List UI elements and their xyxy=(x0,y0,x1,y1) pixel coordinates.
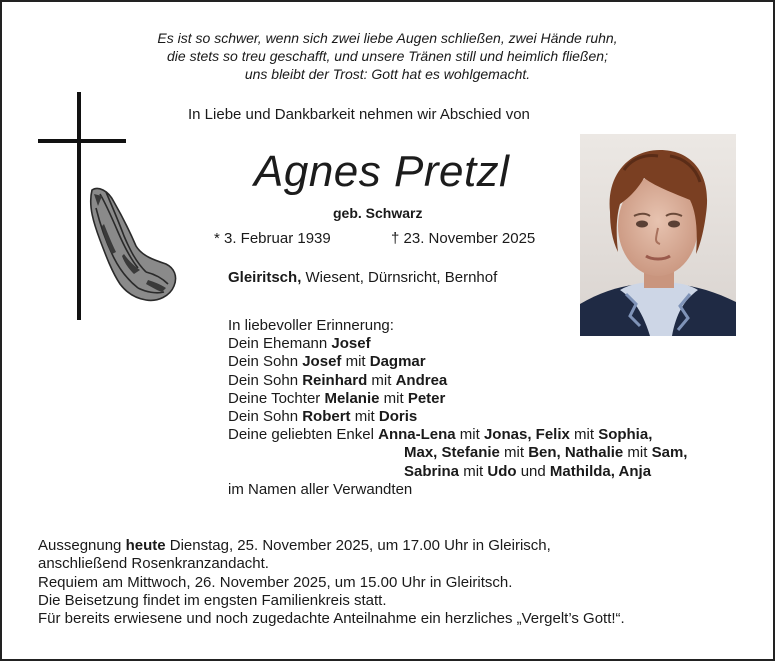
praying-hands-icon xyxy=(84,184,180,306)
place-main: Gleiritsch, xyxy=(228,269,302,286)
notice-emphasis: heute xyxy=(125,537,166,554)
family-line xyxy=(228,444,687,462)
relative-name: Mathilda, Anja xyxy=(549,462,652,480)
family-line xyxy=(228,426,687,444)
connector: mit xyxy=(459,462,488,480)
relative-name: Sophia, xyxy=(598,426,653,444)
relation: Dein Sohn xyxy=(228,371,303,389)
relative-name: Dagmar xyxy=(369,353,426,371)
relative-name: Jonas, Felix xyxy=(483,426,570,444)
connector: mit xyxy=(455,426,484,444)
cross-icon xyxy=(77,92,81,320)
relative-name: Robert xyxy=(302,407,351,425)
relation: Dein Ehemann xyxy=(228,335,332,353)
relative-name: Udo xyxy=(487,462,517,480)
family-line xyxy=(228,372,687,390)
relative-name: Josef xyxy=(331,335,371,353)
relative-name: Andrea xyxy=(395,371,448,389)
places-rest: Wiesent, Dürnsricht, Bernhof xyxy=(301,269,498,286)
notice-text: Aussegnung xyxy=(38,537,126,554)
connector: mit xyxy=(569,426,599,444)
family-list xyxy=(228,317,687,499)
relative-name: Doris xyxy=(378,407,418,425)
maiden-name: geb. Schwarz xyxy=(333,205,423,221)
portrait-photo xyxy=(580,134,736,336)
poem-line: die stets so treu geschafft, und unsere Tränen still und heimlich fließen; xyxy=(167,48,608,64)
poem-line: uns bleibt der Trost: Gott hat es wohlgemacht. xyxy=(244,66,531,82)
relative-name: Sam, xyxy=(651,444,688,462)
family-line xyxy=(228,408,687,426)
farewell-intro: In Liebe und Dankbarkeit nehmen wir Abschied von xyxy=(188,106,530,123)
notice-line: Die Beisetzung findet im engsten Familienkreis statt. xyxy=(38,591,387,609)
relative-name: Josef xyxy=(302,353,342,371)
family-line xyxy=(228,390,687,408)
relative-name: Anna-Lena xyxy=(378,426,456,444)
death-date: † 23. November 2025 xyxy=(391,230,536,247)
cross-icon-bar xyxy=(38,139,126,143)
family-intro: In liebevoller Erinnerung: xyxy=(228,317,394,334)
family-line xyxy=(228,353,687,371)
relative-name: Reinhard xyxy=(302,371,368,389)
birth-date: * 3. Februar 1939 xyxy=(214,230,331,247)
notice-line: Requiem am Mittwoch, 26. November 2025, um 15.00 Uhr in Gleiritsch. xyxy=(38,573,513,591)
relation: Deine geliebten Enkel xyxy=(228,426,379,444)
relative-name: Sabrina xyxy=(404,462,460,480)
relation: Deine Tochter xyxy=(228,389,325,407)
family-closing: im Namen aller Verwandten xyxy=(228,480,413,498)
notice-line: Für bereits erwiesene und noch zugedachte Anteilnahme ein herzliches „Vergelt’s Gott!“. xyxy=(38,610,625,628)
connector: mit xyxy=(367,371,396,389)
family-line xyxy=(228,463,687,481)
relative-name: Melanie xyxy=(324,389,380,407)
connector: mit xyxy=(623,444,652,462)
places xyxy=(228,269,497,286)
connector: mit xyxy=(341,353,370,371)
service-notice xyxy=(38,537,625,628)
relative-name: Max, Stefanie xyxy=(404,444,500,462)
relation: Dein Sohn xyxy=(228,353,303,371)
relation: Dein Sohn xyxy=(228,407,303,425)
portrait-image xyxy=(580,134,736,336)
connector: und xyxy=(516,462,550,480)
relative-name: Peter xyxy=(407,389,446,407)
family-line xyxy=(228,335,687,353)
relative-name: Ben, Nathalie xyxy=(528,444,624,462)
life-dates xyxy=(214,230,574,247)
connector: mit xyxy=(350,407,379,425)
connector: mit xyxy=(499,444,529,462)
notice-line: anschließend Rosenkranzandacht. xyxy=(38,555,269,573)
connector: mit xyxy=(379,389,408,407)
deceased-name: Agnes Pretzl xyxy=(254,147,510,196)
poem xyxy=(0,29,775,83)
notice-line xyxy=(38,537,625,555)
notice-text: Dienstag, 25. November 2025, um 17.00 Uhr in Gleirisch, xyxy=(165,537,551,554)
poem-line: Es ist so schwer, wenn sich zwei liebe Augen schließen, zwei Hände ruhn, xyxy=(157,30,618,46)
